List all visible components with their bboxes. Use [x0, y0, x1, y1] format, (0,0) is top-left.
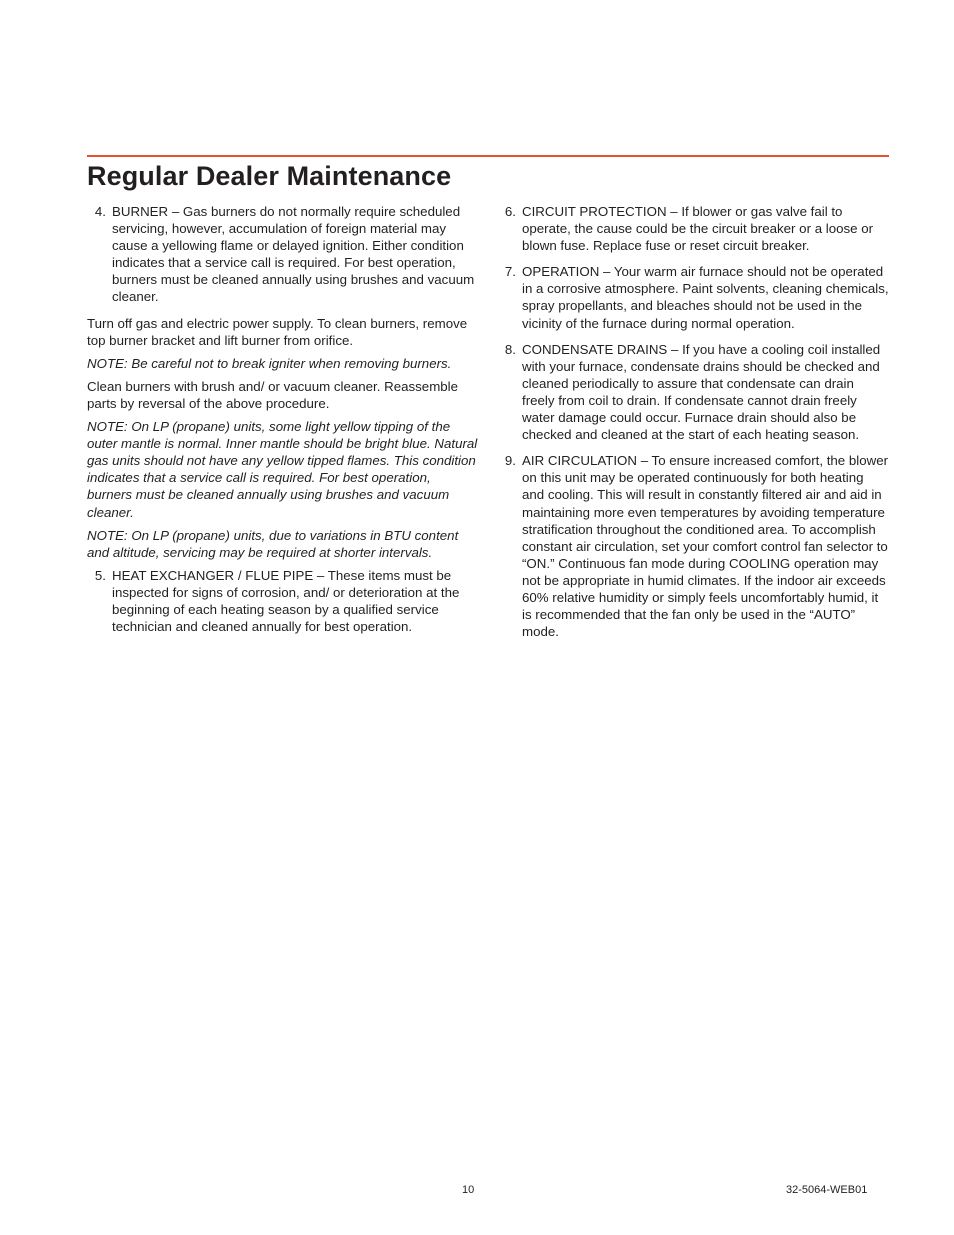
list-item-number: 8.: [504, 341, 516, 357]
list-item-operation: [497, 263, 889, 331]
list-item-number: 9.: [504, 453, 516, 469]
list-item-heat-exchanger: [87, 567, 479, 635]
list-item-text: HEAT EXCHANGER / FLUE PIPE – These items must be inspected for signs of corrosion, and/ or deterioration at the beginning of each heating season by a qualified service technician and cleaned annually for best operation.: [112, 567, 460, 635]
paragraph-reassemble: Clean burners with brush and/ or vacuum cleaner. Reassemble parts by reversal of the above procedure.: [87, 378, 459, 411]
list-item-number: 4.: [94, 204, 106, 219]
list-item-circuit-protection: [497, 203, 889, 254]
note-lp-flame: NOTE: On LP (propane) units, some light yellow tipping of the outer mantle is normal. Inner mantle should be bright blue. Natural gas units should not have any yellow tipped flames. This condition indicates that a service call is required. For best operation, burners must be cleaned annually using brushes and vacuum cleaner.: [87, 419, 478, 520]
list-item-text: CONDENSATE DRAINS – If you have a cooling coil installed with your furnace, condensate drains should be checked and cleaned periodically to assure that condensate can drain freely from coil to drain. If condensate cannot drain freely water damage could occur. Furnace drain should also be checked and cleaned at the start of each heating season.: [522, 341, 881, 443]
list-item-number: 5.: [94, 567, 106, 583]
note-igniter: NOTE: Be careful not to break igniter when removing burners.: [87, 355, 452, 371]
page-number: 10: [462, 1184, 475, 1196]
right-column: [497, 203, 889, 649]
list-item-text: AIR CIRCULATION – To ensure increased comfort, the blower on this unit may be operated continuously for both heating and cooling. This will result in constantly filtered air and aid in maintaining more even temperatures by avoiding temperature stratification throughout the conditioned area. To accomplish constant air circulation, set your comfort control fan selector to “ON.” Continuous fan mode during COOLING operation may not be appropriate in humid climates. If the indoor air exceeds 60% relative humidity or simply feels uncomfortably humid, it is recommended that the fan only be used in the “AUTO” mode.: [522, 453, 889, 640]
note-lp-btu: NOTE: On LP (propane) units, due to variations in BTU content and altitude, servicing may be required at shorter intervals.: [87, 527, 459, 560]
list-item-air-circulation: [497, 452, 889, 640]
list-item-text: BURNER – Gas burners do not normally require scheduled servicing, however, accumulation of foreign material may cause a yellowing flame or delayed ignition. Either condition indicates that a service call is required. For best operation, burners must be cleaned annually using brushes and vacuum cleaner.: [112, 204, 475, 305]
list-item-number: 6.: [504, 204, 516, 219]
list-item-text: CIRCUIT PROTECTION – If blower or gas valve fail to operate, the cause could be the circuit breaker or a loose or blown fuse. Replace fuse or reset circuit breaker.: [522, 204, 874, 254]
page-title: Regular Dealer Maintenance: [87, 161, 452, 191]
document-code: 32-5064-WEB01: [786, 1184, 868, 1196]
list-item-condensate-drains: [497, 341, 889, 444]
list-item-text: OPERATION – Your warm air furnace should not be operated in a corrosive atmosphere. Paint solvents, cleaning chemicals, spray propellants, and bleaches should not be used in the vicinity of the furnace during normal operation.: [522, 264, 889, 331]
list-item-burner: [87, 203, 479, 306]
left-column: [87, 203, 479, 644]
paragraph-clean-burners-intro: Turn off gas and electric power supply. To clean burners, remove top burner bracket and lift burner from orifice.: [87, 315, 468, 348]
header-rule: [87, 155, 889, 157]
list-item-number: 7.: [504, 264, 516, 280]
